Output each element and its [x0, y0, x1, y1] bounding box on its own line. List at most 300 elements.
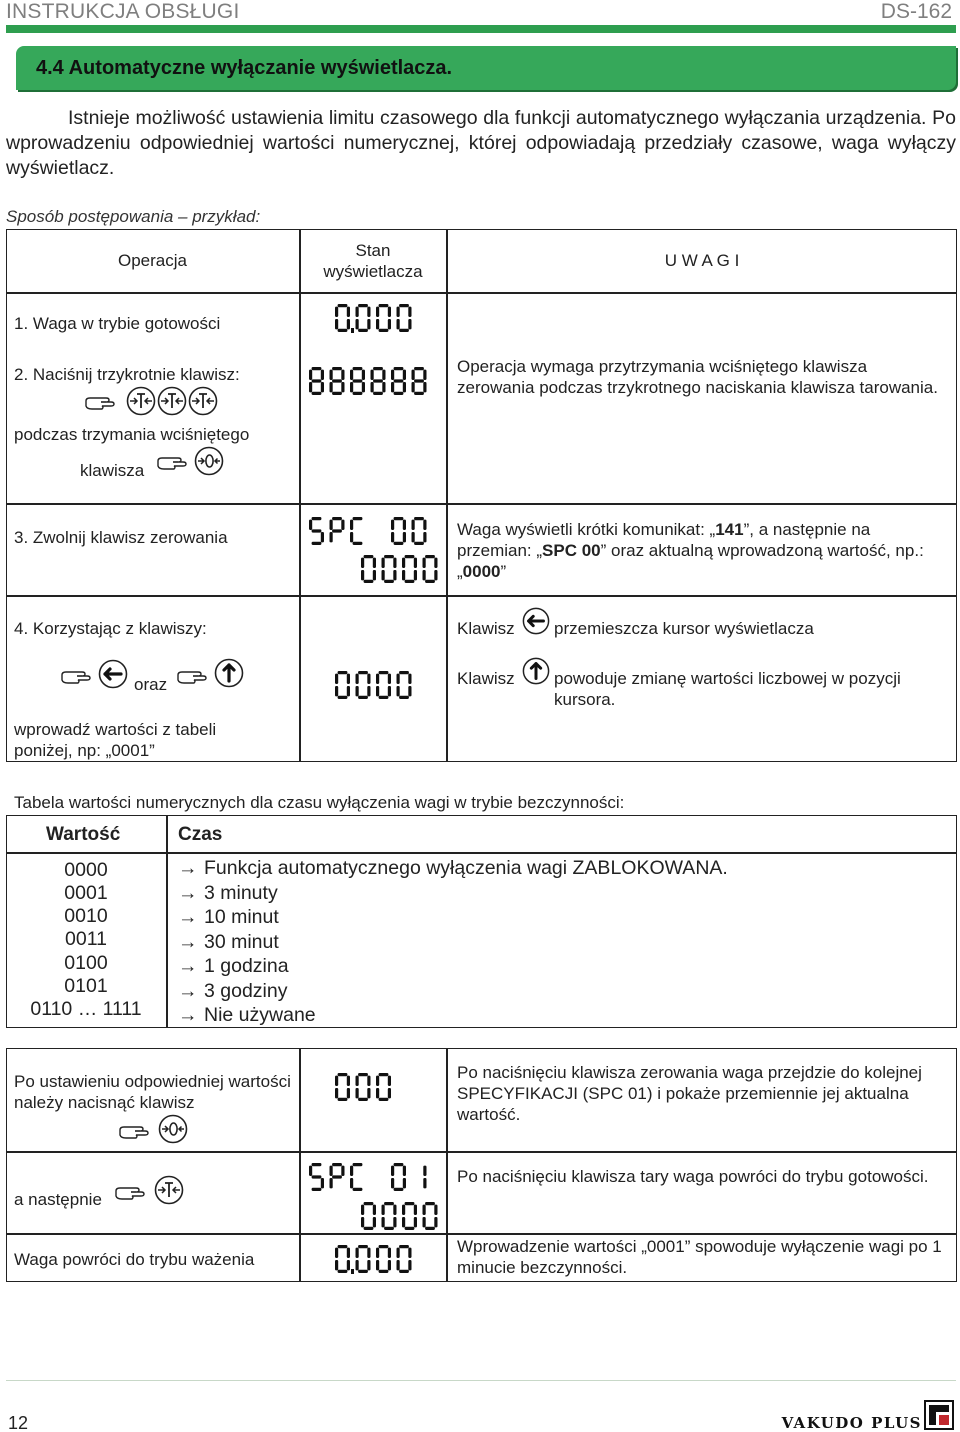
lcd-segment	[367, 319, 370, 329]
value-cell: 0101	[64, 975, 108, 997]
lcd-segment	[361, 570, 364, 580]
lcd-segment	[312, 517, 322, 520]
lcd-segment	[338, 1270, 348, 1273]
lcd-segment	[423, 382, 426, 392]
lcd-segment	[388, 1248, 391, 1258]
lcd-segment	[356, 686, 359, 696]
procedure-row-divider	[6, 595, 957, 597]
lcd-segment	[408, 307, 411, 317]
pointing-hand-icon	[176, 668, 208, 686]
lcd-segment	[399, 1245, 409, 1248]
header-divider	[6, 25, 956, 33]
lcd-segment	[412, 532, 415, 542]
time-text: 3 minuty	[204, 882, 278, 904]
lcd-segment	[391, 1178, 394, 1188]
lcd-segment	[388, 307, 391, 317]
lcd-segment	[382, 1217, 385, 1227]
header-operation: Operacja	[118, 251, 187, 270]
lcd-segment	[397, 307, 400, 317]
lcd-segment	[384, 1202, 394, 1205]
lcd-segment	[350, 370, 353, 380]
lcd-segment	[394, 1163, 404, 1166]
manual-title: INSTRUKCJA OBSŁUGI	[6, 0, 240, 23]
lcd-segment	[371, 382, 374, 392]
lcd-segment	[388, 686, 391, 696]
section-title-banner	[16, 46, 956, 90]
zero-key-icon[interactable]	[194, 446, 224, 476]
lcd-segment	[394, 517, 404, 520]
up-arrow-key-icon[interactable]	[522, 657, 550, 685]
lcd-segment	[394, 392, 404, 395]
lcd-segment	[388, 1088, 391, 1098]
lcd-segment	[309, 1166, 312, 1176]
step2-note: Operacja wymaga przytrzymania wciśniętego klawisza zerowania podczas trzykrotnego naciskania klawisza tarowania.	[457, 357, 938, 397]
step4-note1-b: przemieszcza kursor wyświetlacza	[554, 619, 814, 638]
lcd-segment	[347, 1248, 350, 1258]
lcd-segment	[434, 1217, 437, 1227]
values-header-value: Wartość	[46, 824, 121, 845]
lcd-segment	[373, 1217, 376, 1227]
values-header-divider	[6, 852, 957, 854]
lcd-segment	[399, 1270, 409, 1273]
lcd-segment	[391, 370, 394, 380]
lcd-segment	[379, 1245, 389, 1248]
lcd-segment	[330, 382, 333, 392]
lcd-segment	[391, 520, 394, 530]
lcd-segment	[358, 1270, 368, 1273]
arrow-right-icon: →	[178, 980, 198, 1002]
lcd-segment	[423, 1166, 426, 1176]
lcd-segment	[397, 674, 400, 684]
time-cell	[178, 856, 728, 881]
step3-note-code: 141	[715, 520, 744, 539]
lcd-segment	[373, 379, 383, 382]
lcd-segment	[425, 1227, 435, 1230]
lcd-segment	[394, 379, 404, 382]
lcd-segment	[408, 1248, 411, 1258]
lcd-segment	[353, 367, 363, 370]
step4-text-b: wprowadź wartości z tabeli poniżej, np: „0001”	[14, 720, 217, 760]
step3-text: 3. Zwolnij klawisz zerowania	[14, 528, 228, 547]
lcd-segment	[384, 555, 394, 558]
lcd-segment	[335, 686, 338, 696]
values-header-time: Czas	[178, 824, 223, 845]
lcd-segment	[393, 1205, 396, 1215]
lcd-segment	[356, 1248, 359, 1258]
lcd-segment	[350, 382, 353, 392]
step2-text-c: klawisza	[80, 461, 145, 480]
lcd-segment	[312, 542, 322, 545]
lcd-segment	[338, 696, 348, 699]
lcd-segment	[408, 319, 411, 329]
lcd-segment	[379, 1098, 389, 1101]
lcd-segment	[423, 370, 426, 380]
lcd-segment	[391, 532, 394, 542]
lcd-segment	[347, 1076, 350, 1086]
lcd-segment	[373, 392, 383, 395]
lcd-segment	[353, 542, 363, 545]
lcd-segment	[353, 379, 363, 382]
step3-display-top	[308, 516, 440, 546]
lcd-segment	[350, 520, 353, 530]
lcd-segment	[341, 1166, 344, 1176]
lcd-segment	[341, 370, 344, 380]
lcd-segment	[382, 382, 385, 392]
value-cell: 0100	[64, 952, 108, 974]
lcd-segment	[405, 580, 415, 583]
time-cell	[178, 1003, 316, 1028]
lcd-segment	[408, 674, 411, 684]
header-display-2: wyświetlacza	[323, 262, 423, 281]
lcd-segment	[423, 570, 426, 580]
footer-divider	[6, 1380, 956, 1381]
lcd-segment	[412, 520, 415, 530]
lcd-segment	[356, 1260, 359, 1270]
lcd-segment	[330, 532, 333, 542]
lcd-segment	[376, 1248, 379, 1258]
lcd-segment	[347, 319, 350, 329]
lcd-segment	[397, 1248, 400, 1258]
step3-note-a: Waga wyświetli krótki komunikat: „	[457, 520, 716, 539]
step3-note-g: ”	[500, 562, 507, 581]
lcd-segment	[376, 686, 379, 696]
step4-text: 4. Korzystając z klawiszy:	[14, 619, 207, 638]
lcd-segment	[335, 1088, 338, 1098]
time-cell	[178, 954, 289, 979]
example-label: Sposób postępowania – przykład:	[6, 207, 261, 226]
lcd-segment	[379, 671, 389, 674]
lcd-segment	[414, 367, 424, 370]
lcd-segment	[382, 570, 385, 580]
lcd-segment	[367, 1088, 370, 1098]
lcd-segment	[312, 1163, 322, 1166]
procedure-row-divider	[6, 503, 957, 505]
lcd-segment	[403, 532, 406, 542]
lcd-segment	[434, 1205, 437, 1215]
step3-note-c: ”, a następnie na przemian: „	[457, 520, 871, 560]
lcd-segment	[321, 382, 324, 392]
lcd-segment	[356, 319, 359, 329]
lcd-segment	[364, 1227, 374, 1230]
tare-key-icon[interactable]	[157, 386, 187, 416]
time-cell	[178, 979, 287, 1004]
lcd-segment	[362, 382, 365, 392]
lcd-segment	[434, 558, 437, 568]
lcd-segment	[408, 686, 411, 696]
lcd-segment	[353, 392, 363, 395]
time-text: Funkcja automatycznego wyłączenia wagi ZABLOKOWANA.	[204, 857, 728, 879]
lcd-segment	[405, 1202, 415, 1205]
lcd-segment	[338, 329, 348, 332]
step4-display	[334, 670, 414, 700]
lcd-segment	[347, 674, 350, 684]
lcd-segment	[364, 580, 374, 583]
tare-key-icon[interactable]	[188, 386, 218, 416]
lcd-segment	[399, 304, 409, 307]
header-notes: U W A G I	[664, 251, 740, 270]
lcd-segment	[332, 367, 342, 370]
value-cell: 0110 … 1111	[30, 998, 142, 1020]
pointing-hand-icon	[156, 454, 188, 472]
final-col-divider-1	[299, 1048, 301, 1282]
arrow-right-icon: →	[178, 857, 198, 879]
lcd-segment	[312, 1188, 322, 1191]
lcd-segment	[332, 517, 342, 520]
lcd-segment	[309, 370, 312, 380]
lcd-segment	[367, 1076, 370, 1086]
final-row2-display-top	[308, 1162, 440, 1192]
lcd-segment	[403, 382, 406, 392]
lcd-segment	[332, 392, 342, 395]
final-row3-display	[334, 1244, 418, 1274]
pointing-hand-icon	[114, 1184, 146, 1202]
lcd-segment	[394, 367, 404, 370]
pointing-hand-icon	[118, 1123, 150, 1141]
arrow-right-icon: →	[178, 906, 198, 928]
lcd-segment	[321, 1178, 324, 1188]
lcd-segment	[341, 382, 344, 392]
lcd-segment	[335, 674, 338, 684]
step4-note2-a: Klawisz	[457, 669, 515, 688]
step2-text: 2. Naciśnij trzykrotnie klawisz:	[14, 365, 240, 384]
lcd-segment	[391, 382, 394, 392]
step3-note-e: ” oraz aktualną wprowadzoną wartość, np.: „	[457, 541, 924, 581]
lcd-segment	[350, 532, 353, 542]
lcd-segment	[373, 558, 376, 568]
lcd-segment	[358, 1245, 368, 1248]
lcd-segment	[312, 379, 322, 382]
lcd-segment	[379, 1073, 389, 1076]
lcd-segment	[364, 555, 374, 558]
lcd-segment	[312, 1175, 322, 1178]
lcd-segment	[397, 686, 400, 696]
step4-note1-a: Klawisz	[457, 619, 515, 638]
lcd-segment	[335, 319, 338, 329]
lcd-segment	[358, 1073, 368, 1076]
lcd-segment	[361, 1217, 364, 1227]
lcd-segment	[414, 542, 424, 545]
lcd-segment	[353, 1188, 363, 1191]
lcd-segment	[367, 307, 370, 317]
time-text: 10 minut	[204, 906, 279, 928]
lcd-segment	[321, 532, 324, 542]
lcd-segment	[362, 370, 365, 380]
lcd-segment	[402, 1205, 405, 1215]
lcd-segment	[402, 1217, 405, 1227]
lcd-segment	[393, 570, 396, 580]
lcd-segment	[341, 520, 344, 530]
brand-name: VAKUDO PLUS	[781, 1414, 922, 1432]
values-table-caption: Tabela wartości numerycznych dla czasu wyłączenia wagi w trybie bezczynności:	[14, 793, 625, 812]
lcd-segment	[379, 1270, 389, 1273]
arrow-right-icon: →	[178, 1004, 198, 1026]
page-header	[0, 0, 960, 24]
final-row2-text: a następnie	[14, 1190, 102, 1209]
lcd-segment	[399, 329, 409, 332]
section-title: 4.4 Automatyczne wyłączanie wyświetlacza.	[36, 57, 453, 79]
step3-note	[457, 519, 947, 582]
left-arrow-key-icon[interactable]	[98, 659, 130, 691]
lcd-segment	[408, 1260, 411, 1270]
lcd-segment	[312, 367, 322, 370]
value-cell: 0010	[64, 905, 108, 927]
lcd-segment	[423, 532, 426, 542]
lcd-segment	[376, 1088, 379, 1098]
lcd-segment	[367, 1248, 370, 1258]
lcd-segment	[309, 382, 312, 392]
lcd-segment	[358, 696, 368, 699]
lcd-segment	[350, 1166, 353, 1176]
time-text: 1 godzina	[204, 955, 289, 977]
step4-and: oraz	[134, 675, 168, 694]
intro-text: Istnieje możliwość ustawienia limitu czasowego dla funkcji automatycznego wyłączania urządzenia. Po wprowadzeniu odpowiedniej wartości numerycznej, której odpowiadają przedziały czasowe, waga wyłączy wyświetlacz.	[6, 107, 956, 179]
lcd-segment	[338, 1098, 348, 1101]
lcd-segment	[332, 379, 342, 382]
lcd-segment	[347, 1260, 350, 1270]
lcd-segment	[376, 307, 379, 317]
lcd-segment	[397, 319, 400, 329]
time-cell	[178, 881, 278, 906]
lcd-segment	[425, 580, 435, 583]
lcd-segment	[423, 558, 426, 568]
lcd-segment	[353, 517, 363, 520]
up-arrow-key-icon[interactable]	[214, 658, 246, 690]
lcd-segment	[384, 580, 394, 583]
final-row3-note: Wprowadzenie wartości „0001” spowoduje wyłączenie wagi po 1 minucie bezczynności.	[457, 1237, 942, 1277]
lcd-segment	[388, 1260, 391, 1270]
lcd-segment	[364, 1202, 374, 1205]
value-cell: 0000	[64, 859, 108, 881]
lcd-segment	[371, 370, 374, 380]
tare-key-icon[interactable]	[126, 386, 156, 416]
lcd-segment	[397, 1260, 400, 1270]
lcd-segment	[330, 1166, 333, 1176]
step3-note-value: 0000	[462, 562, 501, 581]
lcd-segment	[376, 319, 379, 329]
lcd-segment	[361, 558, 364, 568]
step2-display	[308, 366, 440, 396]
lcd-segment	[414, 558, 417, 568]
lcd-segment	[382, 1205, 385, 1215]
step3-display-bottom	[360, 554, 440, 584]
lcd-segment	[402, 570, 405, 580]
zero-key-icon[interactable]	[158, 1114, 188, 1144]
lcd-segment	[356, 674, 359, 684]
intro-paragraph	[6, 106, 956, 181]
lcd-segment	[391, 1166, 394, 1176]
lcd-segment	[394, 542, 404, 545]
step1-display	[334, 303, 418, 333]
lcd-segment	[425, 555, 435, 558]
lcd-segment	[405, 555, 415, 558]
lcd-segment	[379, 696, 389, 699]
lcd-segment	[353, 1163, 363, 1166]
lcd-segment	[423, 1205, 426, 1215]
lcd-segment	[384, 1227, 394, 1230]
lcd-segment	[376, 1260, 379, 1270]
time-text: Nie używane	[204, 1004, 316, 1026]
lcd-segment	[388, 674, 391, 684]
final-col-divider-2	[446, 1048, 448, 1282]
procedure-header-divider	[6, 292, 957, 294]
lcd-segment	[373, 1205, 376, 1215]
final-row-divider	[6, 1151, 957, 1153]
lcd-segment	[358, 671, 368, 674]
lcd-segment	[405, 1227, 415, 1230]
lcd-segment	[347, 1088, 350, 1098]
lcd-segment	[388, 1076, 391, 1086]
brand-logo-icon	[924, 1400, 954, 1432]
lcd-segment	[361, 1205, 364, 1215]
lcd-segment	[338, 304, 348, 307]
lcd-comma	[351, 328, 354, 333]
procedure-col-divider-1	[299, 229, 301, 762]
lcd-segment	[347, 686, 350, 696]
lcd-segment	[338, 1073, 348, 1076]
procedure-col-divider-2	[446, 229, 448, 762]
lcd-segment	[414, 1217, 417, 1227]
lcd-segment	[356, 1088, 359, 1098]
page-number: 12	[8, 1413, 29, 1432]
values-col-divider	[166, 815, 168, 1028]
arrow-right-icon: →	[178, 882, 198, 904]
final-row1-text: Po ustawieniu odpowiedniej wartości należy nacisnąć klawisz	[14, 1072, 291, 1112]
tare-key-icon[interactable]	[154, 1175, 184, 1205]
lcd-segment	[356, 307, 359, 317]
time-cell	[178, 905, 279, 930]
lcd-segment	[414, 379, 424, 382]
left-arrow-key-icon[interactable]	[522, 607, 550, 635]
lcd-segment	[414, 392, 424, 395]
final-row1-note: Po naciśnięciu klawisza zerowania waga przejdzie do kolejnej SPECYFIKACJI (SPC 01) i pokaże przemiennie jej aktualna wartość.	[457, 1063, 922, 1124]
value-cell: 0011	[65, 928, 107, 950]
lcd-segment	[399, 671, 409, 674]
lcd-segment	[403, 1178, 406, 1188]
lcd-segment	[335, 1260, 338, 1270]
model-name: DS-162	[880, 0, 952, 23]
lcd-segment	[414, 1205, 417, 1215]
lcd-segment	[330, 370, 333, 380]
step4-note2-b: powoduje zmianę wartości liczbowej w pozycji kursora.	[554, 669, 901, 709]
lcd-segment	[309, 520, 312, 530]
lcd-segment	[335, 307, 338, 317]
lcd-segment	[412, 382, 415, 392]
lcd-segment	[403, 370, 406, 380]
lcd-segment	[312, 529, 322, 532]
time-cell	[178, 930, 279, 955]
lcd-segment	[338, 1245, 348, 1248]
lcd-segment	[394, 1188, 404, 1191]
step1-text: 1. Waga w trybie gotowości	[14, 314, 221, 333]
lcd-segment	[335, 1248, 338, 1258]
pointing-hand-icon	[84, 394, 116, 412]
step2-text-b: podczas trzymania wciśniętego	[14, 425, 250, 444]
lcd-segment	[423, 1217, 426, 1227]
value-cell: 0001	[64, 882, 108, 904]
step3-note-spc: SPC 00	[542, 541, 601, 560]
lcd-comma	[351, 1269, 354, 1274]
lcd-segment	[367, 674, 370, 684]
final-row2-display-bottom	[360, 1201, 440, 1231]
lcd-segment	[367, 1260, 370, 1270]
lcd-segment	[402, 558, 405, 568]
lcd-segment	[332, 529, 342, 532]
lcd-segment	[330, 520, 333, 530]
lcd-segment	[373, 367, 383, 370]
lcd-segment	[403, 520, 406, 530]
final-row2-note: Po naciśnięciu klawisza tary waga powróci do trybu gotowości.	[457, 1167, 929, 1186]
final-row1-display	[334, 1072, 414, 1102]
